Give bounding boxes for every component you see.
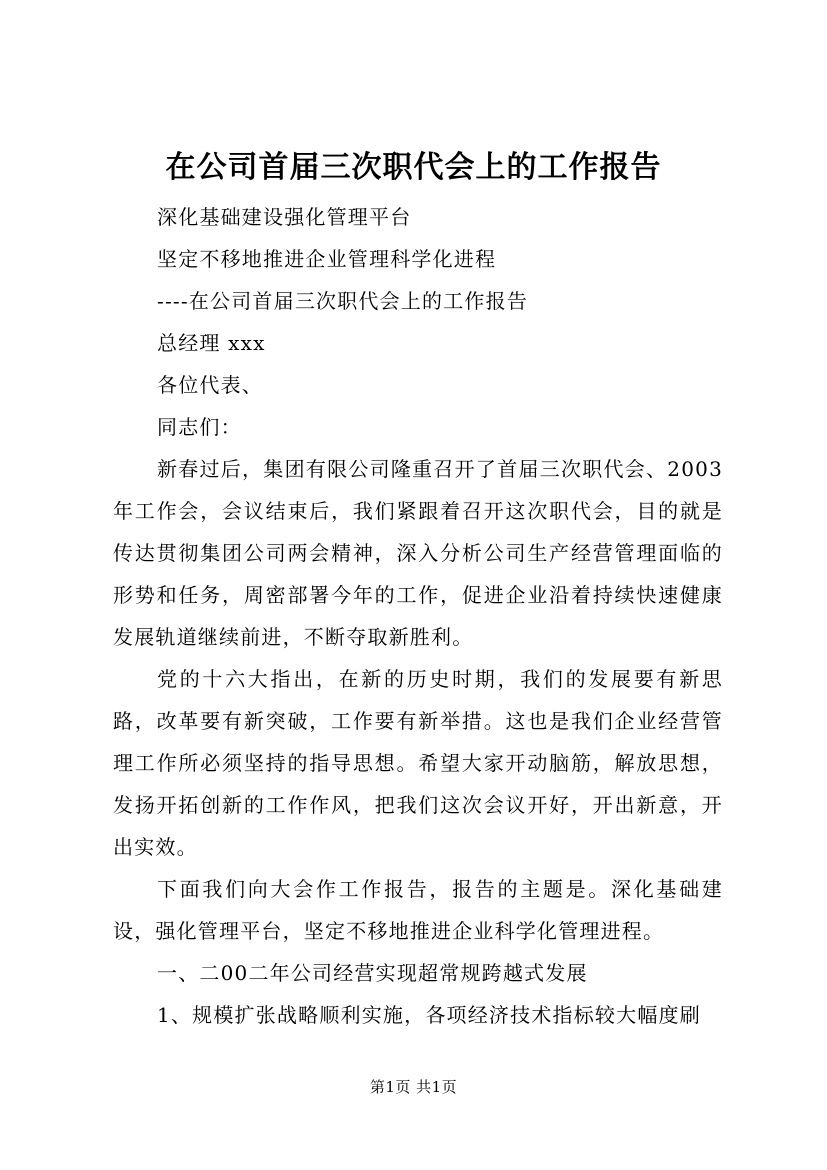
- subtitle-line-2: 坚定不移地推进企业管理科学化进程: [157, 247, 497, 271]
- page-footer: 第1页 共1页: [369, 1078, 458, 1096]
- salutation-line-2: 同志们：: [157, 415, 242, 439]
- paragraph-3: 下面我们向大会作工作报告，报告的主题是。深化基础建设，强化管理平台，坚定不移地推进企业科学化管理进程。: [113, 877, 723, 943]
- subsection-heading-1: 1、规模扩张战略顺利实施，各项经济技术指标较大幅度刷: [157, 1003, 701, 1027]
- subtitle-line-3: ----在公司首届三次职代会上的工作报告: [157, 289, 529, 313]
- paragraph-1: 新春过后，集团有限公司隆重召开了首届三次职代会、2003年工作会，会议结束后，我们紧跟着召开这次职代会，目的就是传达贯彻集团公司两会精神，深入分析公司生产经营管理面临的形势和任务，周密部署今年的工作，促进企业沿着持续快速健康发展轨道继续前进，不断夺取新胜利。: [113, 457, 723, 649]
- salutation-line-1: 各位代表、: [157, 373, 263, 397]
- section-heading-1: 一、二00二年公司经营实现超常规跨越式发展: [157, 961, 588, 985]
- subtitle-line-1: 深化基础建设强化管理平台: [157, 205, 412, 229]
- author-line: 总经理 xxx: [157, 331, 266, 355]
- paragraph-2: 党的十六大指出，在新的历史时期，我们的发展要有新思路，改革要有新突破，工作要有新举措。这也是我们企业经营管理工作所必须坚持的指导思想。希望大家开动脑筋，解放思想，发扬开拓创新的工作作风，把我们这次会议开好，开出新意，开出实效。: [113, 667, 723, 859]
- document-body: [113, 196, 723, 1036]
- document-title: 在公司首届三次职代会上的工作报告: [165, 150, 662, 185]
